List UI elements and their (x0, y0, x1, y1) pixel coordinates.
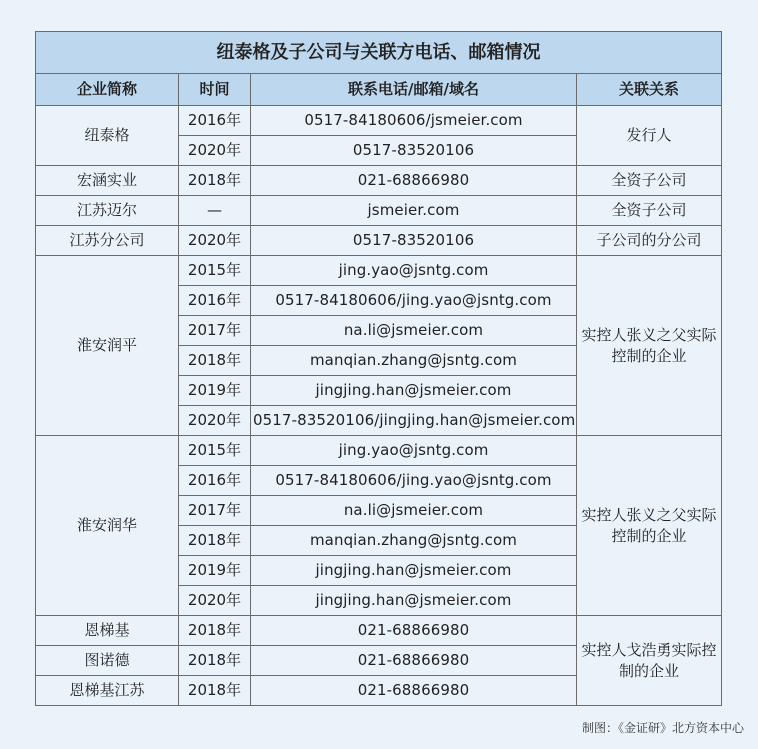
contact-cell: 0517-84180606/jing.yao@jsntg.com (251, 286, 577, 316)
footer-credit: 制图：《金证研》北方资本中心 (581, 721, 744, 735)
year-cell: 2020年 (179, 226, 251, 256)
header-year: 时间 (179, 74, 251, 106)
header-company: 企业简称 (36, 74, 179, 106)
year-cell: 2020年 (179, 586, 251, 616)
contact-cell: jing.yao@jsntg.com (251, 436, 577, 466)
contact-cell: 0517-84180606/jsmeier.com (251, 106, 577, 136)
contact-cell: 021-68866980 (251, 166, 577, 196)
year-cell: 2018年 (179, 676, 251, 706)
year-cell: 2015年 (179, 436, 251, 466)
contact-cell: manqian.zhang@jsntg.com (251, 346, 577, 376)
contact-cell: jing.yao@jsntg.com (251, 256, 577, 286)
year-cell: 2019年 (179, 376, 251, 406)
contact-cell: 0517-84180606/jing.yao@jsntg.com (251, 466, 577, 496)
year-cell: — (179, 196, 251, 226)
year-cell: 2020年 (179, 406, 251, 436)
contact-cell: jingjing.han@jsmeier.com (251, 586, 577, 616)
relation-cell: 全资子公司 (577, 166, 722, 196)
company-cell: 淮安润华 (36, 436, 179, 616)
header-row (36, 74, 722, 106)
contact-cell: 021-68866980 (251, 616, 577, 646)
table-row (36, 226, 722, 256)
header-contact: 联系电话/邮箱/域名 (251, 74, 577, 106)
relation-cell: 全资子公司 (577, 196, 722, 226)
contact-cell: jingjing.han@jsmeier.com (251, 376, 577, 406)
title-row (36, 32, 722, 74)
contact-cell: 0517-83520106/jingjing.han@jsmeier.com (251, 406, 577, 436)
relation-cell: 子公司的分公司 (577, 226, 722, 256)
table-row (36, 436, 722, 466)
contact-cell: na.li@jsmeier.com (251, 496, 577, 526)
company-cell: 宏涵实业 (36, 166, 179, 196)
company-cell: 江苏分公司 (36, 226, 179, 256)
year-cell: 2016年 (179, 466, 251, 496)
table-row (36, 106, 722, 136)
year-cell: 2017年 (179, 316, 251, 346)
contact-cell: 021-68866980 (251, 646, 577, 676)
table-body (36, 106, 722, 706)
relation-cell: 实控人戈浩勇实际控制的企业 (577, 616, 722, 706)
company-cell: 淮安润平 (36, 256, 179, 436)
year-cell: 2020年 (179, 136, 251, 166)
contact-cell: 0517-83520106 (251, 136, 577, 166)
table-row (36, 256, 722, 286)
year-cell: 2015年 (179, 256, 251, 286)
table-title: 纽泰格及子公司与关联方电话、邮箱情况 (36, 32, 722, 74)
year-cell: 2018年 (179, 526, 251, 556)
relation-cell: 发行人 (577, 106, 722, 166)
table-row (36, 196, 722, 226)
contact-cell: 0517-83520106 (251, 226, 577, 256)
contact-cell: jsmeier.com (251, 196, 577, 226)
relation-cell: 实控人张义之父实际控制的企业 (577, 256, 722, 436)
company-cell: 恩梯基江苏 (36, 676, 179, 706)
year-cell: 2019年 (179, 556, 251, 586)
contact-table (35, 31, 722, 706)
year-cell: 2018年 (179, 646, 251, 676)
year-cell: 2016年 (179, 286, 251, 316)
table-row (36, 166, 722, 196)
company-cell: 恩梯基 (36, 616, 179, 646)
contact-cell: jingjing.han@jsmeier.com (251, 556, 577, 586)
year-cell: 2018年 (179, 346, 251, 376)
contact-cell: na.li@jsmeier.com (251, 316, 577, 346)
year-cell: 2018年 (179, 616, 251, 646)
table-row (36, 616, 722, 646)
year-cell: 2018年 (179, 166, 251, 196)
header-relation: 关联关系 (577, 74, 722, 106)
company-cell: 图诺德 (36, 646, 179, 676)
year-cell: 2017年 (179, 496, 251, 526)
company-cell: 纽泰格 (36, 106, 179, 166)
contact-cell: manqian.zhang@jsntg.com (251, 526, 577, 556)
company-cell: 江苏迈尔 (36, 196, 179, 226)
relation-cell: 实控人张义之父实际控制的企业 (577, 436, 722, 616)
contact-cell: 021-68866980 (251, 676, 577, 706)
year-cell: 2016年 (179, 106, 251, 136)
